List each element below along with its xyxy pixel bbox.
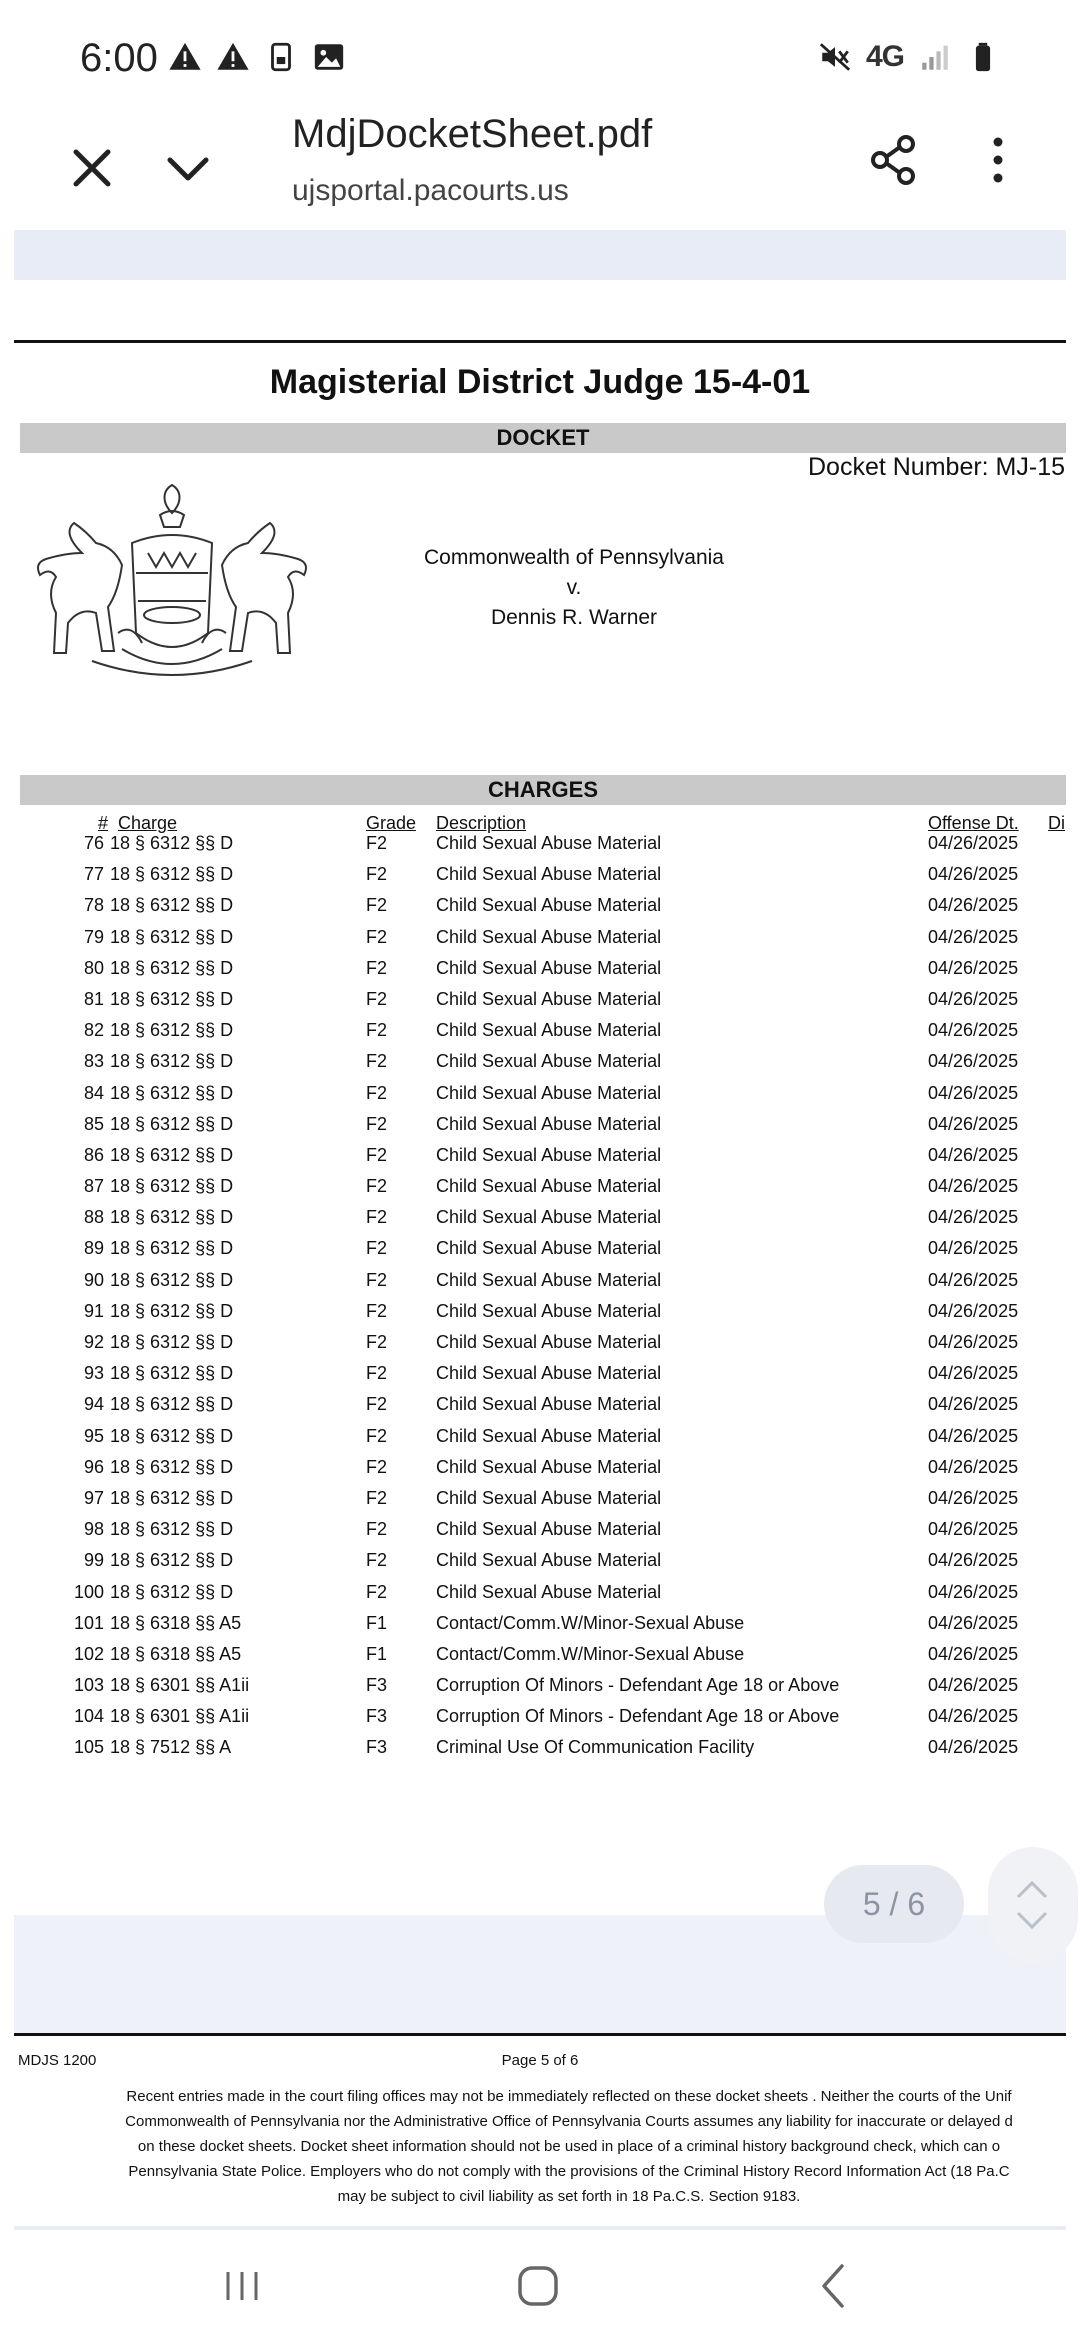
table-row xyxy=(14,1114,1066,1145)
charge-description: Contact/Comm.W/Minor-Sexual Abuse xyxy=(436,1643,745,1664)
charge-statute: 18 § 6312 §§ D xyxy=(110,1113,234,1134)
offense-date: 04/26/2025 xyxy=(928,833,1019,853)
charge-number: 94 xyxy=(83,1394,104,1415)
charge-number: 99 xyxy=(83,1550,104,1571)
home-icon[interactable] xyxy=(506,2254,570,2318)
charge-statute: 18 § 6312 §§ D xyxy=(110,926,234,947)
charge-description: Child Sexual Abuse Material xyxy=(436,1550,662,1571)
android-nav-bar xyxy=(0,2230,1080,2340)
charge-grade: F2 xyxy=(366,988,388,1009)
col-description: Description xyxy=(436,813,527,833)
offense-date: 04/26/2025 xyxy=(928,1581,1019,1602)
chevron-down-icon[interactable] xyxy=(156,136,220,200)
table-row xyxy=(14,1426,1066,1457)
col-num: # xyxy=(98,813,109,833)
charge-statute: 18 § 6312 §§ D xyxy=(110,1394,234,1415)
offense-date: 04/26/2025 xyxy=(928,1144,1019,1165)
charge-grade: F2 xyxy=(366,1113,388,1134)
charge-grade: F2 xyxy=(366,1300,388,1321)
offense-date: 04/26/2025 xyxy=(928,1737,1019,1758)
disclaimer: Recent entries made in the court filing offices may not be immediately reflected on these docket sheets . Neither the courts of the Unif Commonwealth of Pennsylvania nor the Administrative Office of Pennsylvania Courts assumes any liability for inaccurate or delayed d on these docket sheets. Docket sheet information should not be used in place of a criminal history background check, which can o Pennsylvania State Police. Employers who do not comply with the provisions of the Criminal History Record Information Act (18 Pa.C may be subject to civil liability as set forth in 18 Pa.C.S. Section 9183. xyxy=(125,2088,1013,2205)
offense-date: 04/26/2025 xyxy=(928,1082,1019,1103)
table-row xyxy=(14,958,1066,989)
charges-bar: CHARGES xyxy=(20,775,1066,805)
table-row xyxy=(14,1145,1066,1176)
status-right-icons xyxy=(818,40,1000,74)
charge-grade: F2 xyxy=(366,1207,388,1228)
charge-number: 81 xyxy=(83,988,104,1009)
case-caption xyxy=(374,543,774,633)
charge-description: Corruption Of Minors - Defendant Age 18 or Above xyxy=(436,1675,840,1696)
charge-grade: F2 xyxy=(366,1051,388,1072)
sim-icon xyxy=(264,40,298,74)
charge-grade: F3 xyxy=(366,1675,388,1696)
charge-statute: 18 § 6312 §§ D xyxy=(110,1051,234,1072)
charge-number: 87 xyxy=(83,1176,104,1197)
charge-grade: F1 xyxy=(366,1612,388,1633)
defendant: Dennis R. Warner xyxy=(490,606,658,629)
offense-date: 04/26/2025 xyxy=(928,1269,1019,1290)
table-row xyxy=(14,1457,1066,1488)
pennsylvania-seal-image xyxy=(22,483,322,693)
table-row xyxy=(14,927,1066,958)
charge-number: 92 xyxy=(83,1332,104,1352)
charge-grade: F3 xyxy=(366,1737,388,1758)
offense-date: 04/26/2025 xyxy=(928,1706,1019,1727)
charge-number: 86 xyxy=(83,1144,104,1165)
charge-grade: F2 xyxy=(366,1144,388,1165)
charge-statute: 18 § 6312 §§ D xyxy=(110,1425,234,1446)
status-time: 6:00 xyxy=(80,36,158,80)
table-row xyxy=(14,1332,1066,1363)
charge-grade: F2 xyxy=(366,895,388,916)
charge-description: Child Sexual Abuse Material xyxy=(436,957,662,978)
table-row xyxy=(14,1301,1066,1332)
offense-date: 04/26/2025 xyxy=(928,1332,1019,1352)
charge-grade: F2 xyxy=(366,1363,388,1384)
charge-statute: 18 § 6312 §§ D xyxy=(110,895,234,916)
alert-triangle-icon xyxy=(168,40,202,74)
charge-number: 95 xyxy=(83,1425,104,1446)
charge-number: 90 xyxy=(83,1269,104,1290)
charge-grade: F2 xyxy=(366,1550,388,1571)
charge-grade: F2 xyxy=(366,1332,388,1352)
offense-date: 04/26/2025 xyxy=(928,1363,1019,1384)
pdf-page xyxy=(14,343,1066,2205)
network-type: 4G xyxy=(865,40,904,73)
charge-number: 91 xyxy=(83,1300,104,1321)
offense-date: 04/26/2025 xyxy=(928,1519,1019,1540)
charge-grade: F2 xyxy=(366,1269,388,1290)
charge-statute: 18 § 6312 §§ D xyxy=(110,1238,234,1259)
docket-bar: DOCKET xyxy=(20,423,1066,453)
offense-date: 04/26/2025 xyxy=(928,1113,1019,1134)
charge-description: Child Sexual Abuse Material xyxy=(436,1082,662,1103)
charge-description: Child Sexual Abuse Material xyxy=(436,1363,662,1384)
charge-description: Child Sexual Abuse Material xyxy=(436,1394,662,1415)
charge-statute: 18 § 6301 §§ A1ii xyxy=(110,1675,250,1696)
charge-number: 76 xyxy=(83,833,104,853)
offense-date: 04/26/2025 xyxy=(928,1550,1019,1571)
table-row xyxy=(14,1550,1066,1581)
table-row xyxy=(14,1706,1066,1737)
charge-statute: 18 § 6312 §§ D xyxy=(110,957,234,978)
offense-date: 04/26/2025 xyxy=(928,1487,1019,1508)
close-icon[interactable] xyxy=(60,136,124,200)
charge-number: 77 xyxy=(83,864,104,885)
charge-number: 104 xyxy=(73,1706,104,1727)
charge-number: 80 xyxy=(83,957,104,978)
charge-grade: F2 xyxy=(366,864,388,885)
offense-date: 04/26/2025 xyxy=(928,895,1019,916)
charge-number: 78 xyxy=(83,895,104,916)
mute-icon xyxy=(818,40,852,74)
offense-date: 04/26/2025 xyxy=(928,1394,1019,1415)
charge-description: Child Sexual Abuse Material xyxy=(436,1332,662,1352)
charge-statute: 18 § 6312 §§ D xyxy=(110,1581,234,1602)
table-row xyxy=(14,1083,1066,1114)
offense-date: 04/26/2025 xyxy=(928,1207,1019,1228)
charge-statute: 18 § 6312 §§ D xyxy=(110,864,234,885)
charge-statute: 18 § 6312 §§ D xyxy=(110,1207,234,1228)
charge-number: 84 xyxy=(83,1082,104,1103)
charge-grade: F2 xyxy=(366,1176,388,1197)
charge-description: Child Sexual Abuse Material xyxy=(436,833,662,853)
status-left-icons xyxy=(168,40,346,74)
charge-description: Child Sexual Abuse Material xyxy=(436,1456,662,1477)
table-row xyxy=(14,1207,1066,1238)
table-row xyxy=(14,1238,1066,1269)
table-row xyxy=(14,1519,1066,1550)
charge-statute: 18 § 6312 §§ D xyxy=(110,1144,234,1165)
browser-toolbar xyxy=(0,110,1080,230)
page-number: Page 5 of 6 xyxy=(501,2052,579,2069)
charge-grade: F2 xyxy=(366,926,388,947)
col-grade: Grade xyxy=(366,813,417,833)
offense-date: 04/26/2025 xyxy=(928,1051,1019,1072)
charge-number: 85 xyxy=(83,1113,104,1134)
offense-date: 04/26/2025 xyxy=(928,1238,1019,1259)
charge-number: 101 xyxy=(73,1612,104,1633)
col-offense-dt: Offense Dt. xyxy=(928,813,1019,833)
charge-description: Child Sexual Abuse Material xyxy=(436,1144,662,1165)
charge-description: Child Sexual Abuse Material xyxy=(436,1425,662,1446)
charge-description: Child Sexual Abuse Material xyxy=(436,1051,662,1072)
charge-statute: 18 § 7512 §§ A xyxy=(110,1737,232,1758)
charge-grade: F3 xyxy=(366,1706,388,1727)
offense-date: 04/26/2025 xyxy=(928,1300,1019,1321)
charge-description: Child Sexual Abuse Material xyxy=(436,1581,662,1602)
charge-grade: F2 xyxy=(366,1020,388,1041)
table-row xyxy=(14,833,1066,864)
charge-description: Child Sexual Abuse Material xyxy=(436,926,662,947)
document-title: MdjDocketSheet.pdf xyxy=(292,112,653,156)
charge-description: Child Sexual Abuse Material xyxy=(436,1519,662,1540)
table-row xyxy=(14,989,1066,1020)
table-row xyxy=(14,1644,1066,1675)
docket-number: Docket Number: MJ-15 xyxy=(808,453,1066,481)
table-row xyxy=(14,1675,1066,1706)
offense-date: 04/26/2025 xyxy=(928,926,1019,947)
charge-statute: 18 § 6312 §§ D xyxy=(110,1363,234,1384)
col-charge: Charge xyxy=(118,813,178,833)
charge-number: 89 xyxy=(83,1238,104,1259)
charge-grade: F2 xyxy=(366,1456,388,1477)
charge-number: 98 xyxy=(83,1519,104,1540)
charge-description: Criminal Use Of Communication Facility xyxy=(436,1737,755,1758)
charge-number: 83 xyxy=(83,1051,104,1072)
charge-statute: 18 § 6312 §§ D xyxy=(110,988,234,1009)
back-icon[interactable] xyxy=(802,2254,866,2318)
charge-description: Child Sexual Abuse Material xyxy=(436,988,662,1009)
charge-statute: 18 § 6312 §§ D xyxy=(110,1456,234,1477)
charge-grade: F2 xyxy=(366,1487,388,1508)
charge-number: 105 xyxy=(73,1737,104,1758)
charge-statute: 18 § 6301 §§ A1ii xyxy=(110,1706,250,1727)
offense-date: 04/26/2025 xyxy=(928,864,1019,885)
recents-icon[interactable] xyxy=(210,2254,274,2318)
charge-statute: 18 § 6312 §§ D xyxy=(110,1020,234,1041)
charge-description: Child Sexual Abuse Material xyxy=(436,895,662,916)
charge-grade: F2 xyxy=(366,1394,388,1415)
charge-statute: 18 § 6312 §§ D xyxy=(110,1519,234,1540)
charge-number: 82 xyxy=(83,1020,104,1041)
page-indicator: 5 / 6 xyxy=(824,1865,964,1943)
offense-date: 04/26/2025 xyxy=(928,1675,1019,1696)
charge-statute: 18 § 6312 §§ D xyxy=(110,1332,234,1352)
battery-icon xyxy=(966,40,1000,74)
alert-triangle-icon xyxy=(216,40,250,74)
table-row xyxy=(14,1270,1066,1301)
offense-date: 04/26/2025 xyxy=(928,1425,1019,1446)
col-disposition: Di xyxy=(1048,813,1065,833)
table-row xyxy=(14,1613,1066,1644)
charge-grade: F2 xyxy=(366,1519,388,1540)
offense-date: 04/26/2025 xyxy=(928,1643,1019,1664)
charge-description: Child Sexual Abuse Material xyxy=(436,1020,662,1041)
charge-number: 100 xyxy=(73,1581,104,1602)
table-row xyxy=(14,1176,1066,1207)
charge-description: Child Sexual Abuse Material xyxy=(436,1207,662,1228)
table-row xyxy=(14,1488,1066,1519)
offense-date: 04/26/2025 xyxy=(928,1176,1019,1197)
table-row xyxy=(14,1020,1066,1051)
charge-statute: 18 § 6312 §§ D xyxy=(110,1487,234,1508)
charge-statute: 18 § 6312 §§ D xyxy=(110,1082,234,1103)
charge-description: Child Sexual Abuse Material xyxy=(436,1269,662,1290)
more-vert-icon[interactable] xyxy=(966,128,1030,192)
charge-description: Contact/Comm.W/Minor-Sexual Abuse xyxy=(436,1612,745,1633)
offense-date: 04/26/2025 xyxy=(928,957,1019,978)
offense-date: 04/26/2025 xyxy=(928,1612,1019,1633)
charge-number: 96 xyxy=(83,1456,104,1477)
charge-description: Child Sexual Abuse Material xyxy=(436,1300,662,1321)
table-row xyxy=(14,1363,1066,1394)
charge-description: Corruption Of Minors - Defendant Age 18 or Above xyxy=(436,1706,840,1727)
table-row xyxy=(14,1737,1066,1768)
plaintiff: Commonwealth of Pennsylvania xyxy=(424,546,724,569)
charge-statute: 18 § 6312 §§ D xyxy=(110,1269,234,1290)
offense-date: 04/26/2025 xyxy=(928,1020,1019,1041)
charge-grade: F2 xyxy=(366,833,388,853)
offense-date: 04/26/2025 xyxy=(928,988,1019,1009)
charge-statute: 18 § 6318 §§ A5 xyxy=(110,1612,242,1633)
status-bar xyxy=(0,0,1080,110)
charge-number: 97 xyxy=(83,1487,104,1508)
offense-date: 04/26/2025 xyxy=(928,1456,1019,1477)
charge-statute: 18 § 6312 §§ D xyxy=(110,833,234,853)
charge-number: 103 xyxy=(73,1675,104,1696)
table-row xyxy=(14,895,1066,926)
charge-number: 102 xyxy=(73,1643,104,1664)
court-header: Magisterial District Judge 15-4-01 xyxy=(269,363,811,401)
charge-description: Child Sexual Abuse Material xyxy=(436,1238,662,1259)
charge-statute: 18 § 6318 §§ A5 xyxy=(110,1643,242,1664)
charge-statute: 18 § 6312 §§ D xyxy=(110,1176,234,1197)
charge-rows xyxy=(14,833,1066,1769)
charge-grade: F2 xyxy=(366,1238,388,1259)
table-row xyxy=(14,1051,1066,1082)
charge-description: Child Sexual Abuse Material xyxy=(436,864,662,885)
image-icon xyxy=(312,40,346,74)
docket-footer xyxy=(14,2036,1066,2226)
previous-page-edge xyxy=(14,230,1066,280)
versus: v. xyxy=(566,576,582,599)
charge-number: 79 xyxy=(83,926,104,947)
charge-grade: F2 xyxy=(366,1082,388,1103)
signal-icon xyxy=(918,40,952,74)
table-row xyxy=(14,1582,1066,1613)
document-url: ujsportal.pacourts.us xyxy=(292,174,569,207)
table-row xyxy=(14,1394,1066,1425)
charge-description: Child Sexual Abuse Material xyxy=(436,1113,662,1134)
scroll-arrows-icon xyxy=(1014,1877,1050,1933)
form-number: MDJS 1200 xyxy=(18,2052,97,2069)
charge-description: Child Sexual Abuse Material xyxy=(436,1176,662,1197)
previous-page-bottom xyxy=(14,280,1066,343)
pdf-viewer[interactable] xyxy=(14,230,1066,2230)
charge-description: Child Sexual Abuse Material xyxy=(436,1487,662,1508)
charge-statute: 18 § 6312 §§ D xyxy=(110,1300,234,1321)
charge-grade: F2 xyxy=(366,1425,388,1446)
charge-grade: F2 xyxy=(366,1581,388,1602)
charge-number: 93 xyxy=(83,1363,104,1384)
charge-number: 88 xyxy=(83,1207,104,1228)
charge-grade: F2 xyxy=(366,957,388,978)
charge-grade: F1 xyxy=(366,1643,388,1664)
table-row xyxy=(14,864,1066,895)
share-icon[interactable] xyxy=(862,128,926,192)
charge-statute: 18 § 6312 §§ D xyxy=(110,1550,234,1571)
scroll-handle[interactable] xyxy=(988,1847,1078,1963)
